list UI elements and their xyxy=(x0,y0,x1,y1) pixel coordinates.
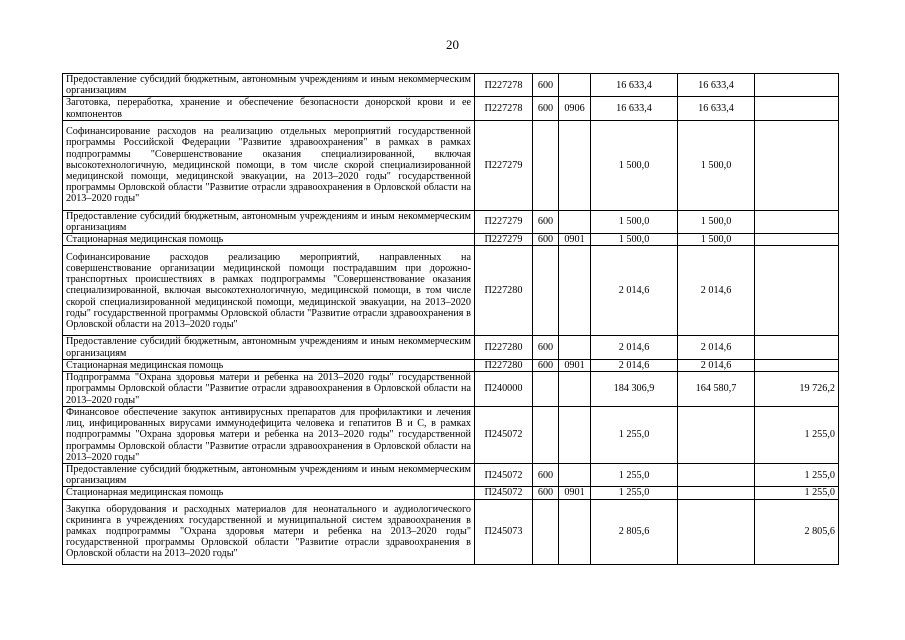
row-amount-col2: 2 014,6 xyxy=(678,246,755,336)
row-section-code xyxy=(559,120,591,210)
row-target-code: П227280 xyxy=(475,336,533,359)
row-amount-col3: 19 726,2 xyxy=(755,372,839,407)
row-expense-type: 600 xyxy=(533,210,559,233)
row-amount-total: 1 255,0 xyxy=(591,407,678,464)
row-description: Подпрограмма "Охрана здоровья матери и ребенка на 2013–2020 годы" государственной программы Орловской области "Развитие отрасли здравоохранения в Орловской области на 2013–2020 годы" xyxy=(63,372,475,407)
row-target-code: П227279 xyxy=(475,120,533,210)
row-section-code xyxy=(559,210,591,233)
row-amount-col2 xyxy=(678,407,755,464)
row-amount-col3 xyxy=(755,359,839,371)
table-row xyxy=(63,120,839,210)
row-amount-col3: 1 255,0 xyxy=(755,464,839,487)
row-amount-total: 2 014,6 xyxy=(591,359,678,371)
row-target-code: П245072 xyxy=(475,464,533,487)
row-amount-col3 xyxy=(755,336,839,359)
row-expense-type: 600 xyxy=(533,74,559,97)
row-section-code xyxy=(559,372,591,407)
row-section-code: 0906 xyxy=(559,97,591,120)
row-amount-col2 xyxy=(678,499,755,564)
row-expense-type: 600 xyxy=(533,336,559,359)
row-amount-col2: 164 580,7 xyxy=(678,372,755,407)
table-row xyxy=(63,74,839,97)
row-target-code: П245073 xyxy=(475,499,533,564)
table-row xyxy=(63,407,839,464)
row-amount-col2: 2 014,6 xyxy=(678,336,755,359)
row-section-code: 0901 xyxy=(559,487,591,499)
row-expense-type xyxy=(533,372,559,407)
row-target-code: П227278 xyxy=(475,97,533,120)
row-target-code: П240000 xyxy=(475,372,533,407)
row-section-code xyxy=(559,407,591,464)
row-amount-col2: 1 500,0 xyxy=(678,234,755,246)
row-expense-type xyxy=(533,246,559,336)
row-expense-type: 600 xyxy=(533,487,559,499)
table-row xyxy=(63,234,839,246)
table-row xyxy=(63,359,839,371)
row-description: Финансовое обеспечение закупок антивирусных препаратов для профилактики и лечения лиц, инфицированных вирусами иммунодефицита человека и гепатитов В и С, в рамках подпрограммы "Охрана здоровья матери и ребенка на 2013–2020 годы" государственной программы Орловской области "Развитие отрасли здравоохранения в Орловской области на 2013–2020 годы" xyxy=(63,407,475,464)
table-row xyxy=(63,372,839,407)
row-description: Софинансирование расходов реализацию мероприятий, направленных на совершенствование организации медицинской помощи пострадавшим при дорожно-транспортных происшествиях в рамках подпрограммы "Совершенствование оказания специализированной, включая высокотехнологичную, медицинской помощи, в том числе скорой специализированной медицинской помощи, медицинской эвакуации, на 2013–2020 годы" государственной программы Орловской области "Развитие отрасли здравоохранения в Орловской области на 2013–2020 годы" xyxy=(63,246,475,336)
row-amount-col2 xyxy=(678,464,755,487)
row-amount-col3 xyxy=(755,246,839,336)
row-target-code: П227278 xyxy=(475,74,533,97)
table-row xyxy=(63,487,839,499)
row-section-code xyxy=(559,74,591,97)
row-description: Софинансирование расходов на реализацию отдельных мероприятий государственной программы Российской Федерации "Развитие здравоохранения" в рамках в рамках подпрограммы "Совершенствование оказания специализированной, включая высокотехнологичную, медицинской помощи, в том числе скорой специализированной медицинской помощи, медицинской эвакуации, на 2013–2020 годы" государственной программы Орловской области "Развитие отрасли здравоохранения в Орловской области на 2013–2020 годы" xyxy=(63,120,475,210)
row-amount-total: 1 500,0 xyxy=(591,210,678,233)
row-amount-col2: 1 500,0 xyxy=(678,120,755,210)
row-description: Заготовка, переработка, хранение и обеспечение безопасности донорской крови и ее компонентов xyxy=(63,97,475,120)
row-amount-total: 1 500,0 xyxy=(591,120,678,210)
table-row xyxy=(63,246,839,336)
row-target-code: П227280 xyxy=(475,246,533,336)
row-amount-col2: 2 014,6 xyxy=(678,359,755,371)
row-amount-col3 xyxy=(755,74,839,97)
table-row xyxy=(63,464,839,487)
row-amount-total: 16 633,4 xyxy=(591,74,678,97)
row-target-code: П245072 xyxy=(475,487,533,499)
row-description: Стационарная медицинская помощь xyxy=(63,359,475,371)
row-expense-type: 600 xyxy=(533,97,559,120)
row-description: Предоставление субсидий бюджетным, автономным учреждениям и иным некоммерческим организациям xyxy=(63,464,475,487)
table-row xyxy=(63,336,839,359)
row-amount-total: 1 255,0 xyxy=(591,487,678,499)
row-amount-col3 xyxy=(755,234,839,246)
row-section-code: 0901 xyxy=(559,234,591,246)
row-amount-col3: 1 255,0 xyxy=(755,407,839,464)
row-expense-type: 600 xyxy=(533,359,559,371)
row-description: Предоставление субсидий бюджетным, автономным учреждениям и иным некоммерческим организациям xyxy=(63,336,475,359)
table-row xyxy=(63,499,839,564)
row-expense-type xyxy=(533,407,559,464)
row-amount-total: 2 805,6 xyxy=(591,499,678,564)
row-amount-col3 xyxy=(755,210,839,233)
budget-table-body xyxy=(63,74,839,565)
row-expense-type: 600 xyxy=(533,234,559,246)
row-amount-col3 xyxy=(755,97,839,120)
row-description: Предоставление субсидий бюджетным, автономным учреждениям и иным некоммерческим организациям xyxy=(63,210,475,233)
row-section-code: 0901 xyxy=(559,359,591,371)
page-number: 20 xyxy=(446,37,459,52)
row-target-code: П245072 xyxy=(475,407,533,464)
row-section-code xyxy=(559,246,591,336)
row-amount-col2: 16 633,4 xyxy=(678,97,755,120)
row-description: Стационарная медицинская помощь xyxy=(63,234,475,246)
row-target-code: П227279 xyxy=(475,210,533,233)
row-amount-total: 1 500,0 xyxy=(591,234,678,246)
row-description: Предоставление субсидий бюджетным, автономным учреждениям и иным некоммерческим организациям xyxy=(63,74,475,97)
budget-table xyxy=(62,73,839,565)
row-target-code: П227279 xyxy=(475,234,533,246)
row-section-code xyxy=(559,336,591,359)
table-row xyxy=(63,97,839,120)
row-description: Закупка оборудования и расходных материалов для неонатального и аудиологического скрининга в учреждениях государственной и муниципальной систем здравоохранения в рамках подпрограммы "Охрана здоровья матери и ребенка на 2013–2020 годы" государственной программы Орловской области "Развитие отрасли здравоохранения в Орловской области на 2013–2020 годы" xyxy=(63,499,475,564)
row-expense-type xyxy=(533,499,559,564)
row-amount-total: 2 014,6 xyxy=(591,336,678,359)
row-amount-total: 1 255,0 xyxy=(591,464,678,487)
row-amount-col3 xyxy=(755,120,839,210)
row-amount-col2: 1 500,0 xyxy=(678,210,755,233)
row-amount-col2 xyxy=(678,487,755,499)
row-description: Стационарная медицинская помощь xyxy=(63,487,475,499)
row-expense-type xyxy=(533,120,559,210)
row-amount-col2: 16 633,4 xyxy=(678,74,755,97)
row-amount-col3: 2 805,6 xyxy=(755,499,839,564)
row-amount-total: 16 633,4 xyxy=(591,97,678,120)
row-expense-type: 600 xyxy=(533,464,559,487)
row-section-code xyxy=(559,464,591,487)
row-amount-total: 184 306,9 xyxy=(591,372,678,407)
row-amount-col3: 1 255,0 xyxy=(755,487,839,499)
row-target-code: П227280 xyxy=(475,359,533,371)
row-section-code xyxy=(559,499,591,564)
table-row xyxy=(63,210,839,233)
row-amount-total: 2 014,6 xyxy=(591,246,678,336)
